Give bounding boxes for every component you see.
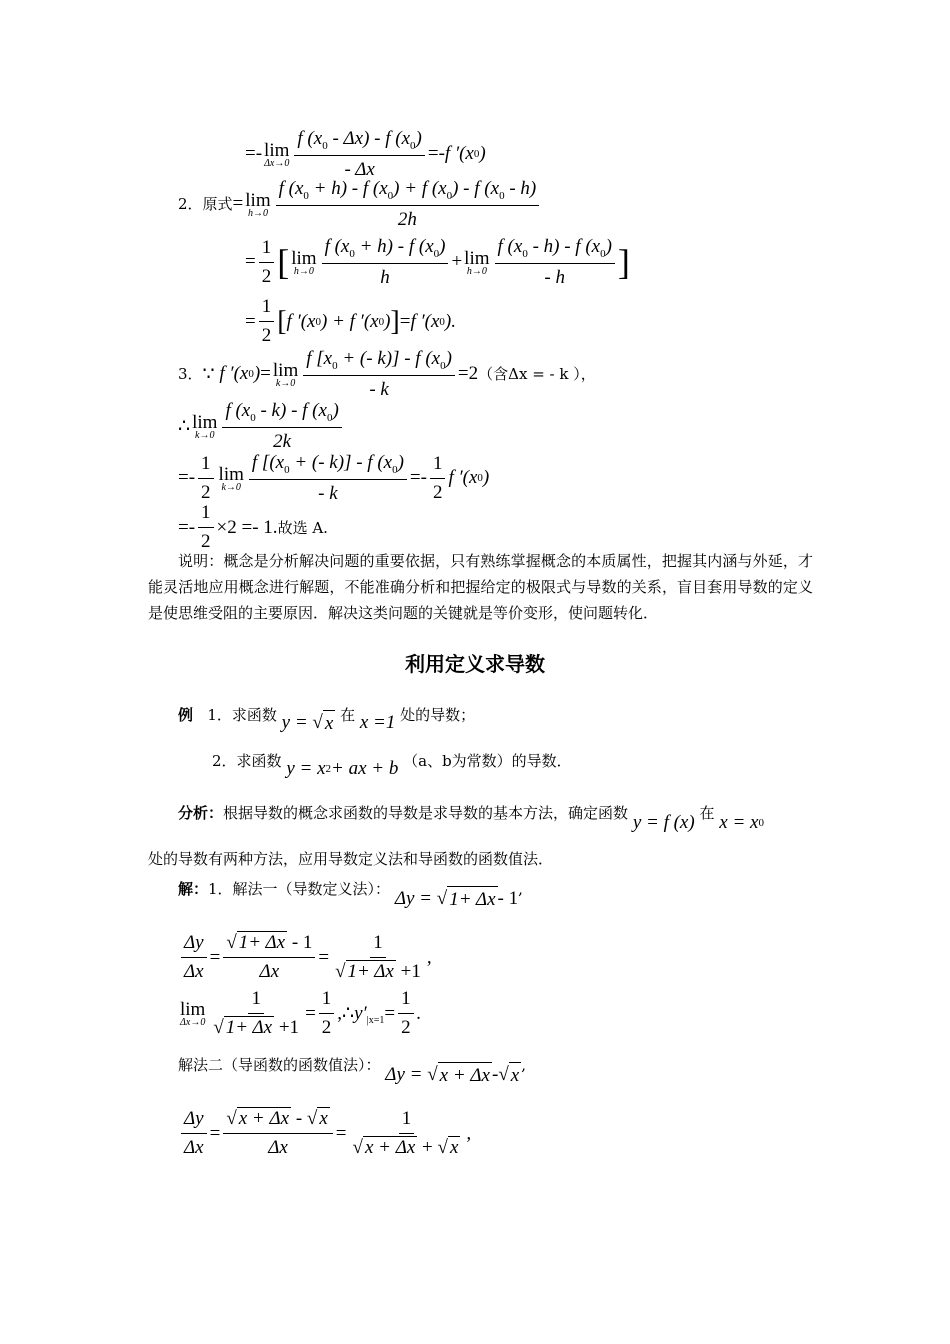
section-title: 利用定义求导数 (405, 652, 545, 676)
limit-operator: lim Δx→0 (264, 139, 290, 169)
eq-line-4: = $\frac{1}{2}$ [ f ′(x 0 ) + f ′(x 0 ) ] = f ′(x 0 ). (245, 296, 456, 346)
solution-method-2: 解法二（导函数的函数值法）： Δy = √ x + Δx - √ x , (178, 1052, 526, 1089)
solution-method-1: 解：1．解法一（导数定义法）： Δy = √ 1+ Δx - 1 , (178, 876, 523, 913)
analysis-cont: 处的导数有两种方法，应用导数定义法和导函数的函数值法． (148, 850, 554, 868)
explanation-paragraph: 说明：概念是分析解决问题的重要依据，只有熟练掌握概念的本质属性，把握其内涵与外延，才能灵活地应用概念进行解题，不能准确分析和把握给定的极限式与导数的关系，盲目套用导数的定义是使思维受阻的主要原因．解决这类问题的关键就是等价变形，使问题转化． (148, 552, 813, 622)
eq-line-7: =- $\frac{1}{2}$ lim k→0 $\frac{f [(x_0 + (- k)] - f (x_0)}{- k}$ =- $\frac{1}{2}$ f ′(x 0 ) (178, 452, 490, 504)
analysis: 分析：根据导数的概念求函数的导数是求导数的基本方法，确定函数 y = f (x) 在 x = x 0 (178, 804, 764, 833)
eq-line-8: =- $\frac{1}{2}$ ×2 =- 1. 故选 A. (178, 502, 328, 552)
eq-sol-1: $\frac{\Delta y}{\Delta x}$ = $\frac{√ 1+ \Delta x - 1}{\Delta x}$ = $\frac{1}{√ 1+ \Delta x +1}$ , (178, 932, 432, 983)
eq-line-6: ∴ lim k→0 $\frac{f (x_0 - k) - f (x_0)}{2k}$ (178, 400, 345, 453)
example-1: 例 1．求函数 y = √ x 在 x =1 处的导数； (178, 702, 475, 737)
fraction: $\frac{f (x_0 - \Delta x) - f (x_0)}{- \Delta x}$ (294, 128, 424, 181)
eq-sol-3: $\frac{\Delta y}{\Delta x}$ = $\frac{√ x + \Delta x - √ x}{\Delta x}$ = $\frac{1}{√ x + \Delta x + √ x}$ , (178, 1108, 471, 1159)
eq-sol-2: lim Δx→0 $\frac{1}{√ 1+ \Delta x +1}$ = $\frac{1}{2}$ ,∴ y′ |x=1 = $\frac{1}{2}$ . (180, 988, 422, 1038)
eq-line-5: 3． ∵ f ′(x 0 ) = lim k→0 $\frac{f [x_0 + (- k)] - f (x_0)}{- k}$ =2 （含Δx = - k ）， (178, 348, 596, 400)
eq-line-2: 2．原式 = lim h→0 $\frac{f (x_0 + h) - f (x_0) + f (x_0) - f (x_0 - h)}{2h}$ (178, 178, 542, 231)
example-2: 2．求函数 y = x 2 + ax + b （a、b为常数）的导数． (212, 752, 572, 779)
eq-line-3: = $\frac{1}{2}$ [ lim h→0 $\frac{f (x_0 + h) - f (x_0)}{h}$ + lim h→0 $\frac{f (x_0 - h) - f (x_0)}{- h}$ ] (245, 236, 630, 288)
eq-line-1: = - lim Δx→0 $\frac{f (x_0 - \Delta x) - f (x_0)}{- \Delta x}$ =- f ′(x 0 ) (245, 128, 486, 180)
